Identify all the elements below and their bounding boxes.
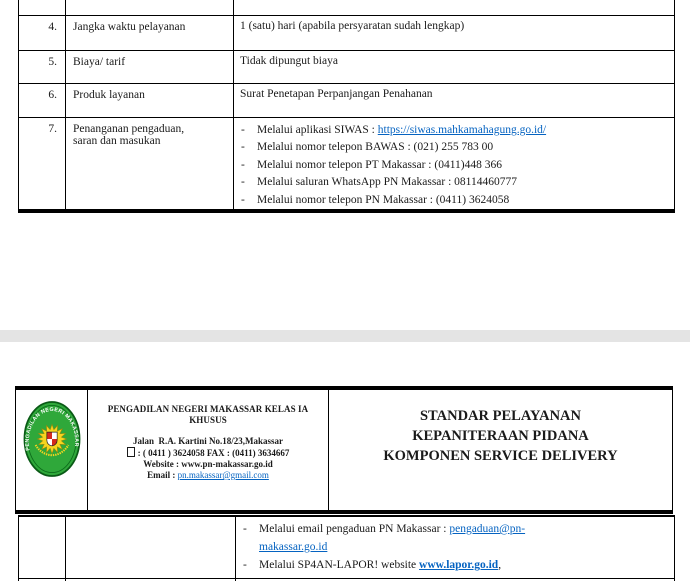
table-row-cutoff bbox=[19, 0, 675, 16]
row-content: 1 (satu) hari (apabila persyaratan sudah lengkap) bbox=[234, 16, 675, 51]
list-item-text: Melalui nomor telepon BAWAS : (021) 255 783 00 bbox=[257, 141, 494, 154]
row-number: 7. bbox=[19, 118, 66, 212]
list-item bbox=[240, 157, 666, 174]
row-cutoff-content bbox=[234, 0, 675, 16]
page-separator bbox=[0, 330, 690, 342]
row-content: Tidak dipungut biaya bbox=[234, 51, 675, 84]
letterhead-table bbox=[15, 386, 673, 514]
email-label: Email : bbox=[147, 470, 178, 480]
table-row-4 bbox=[19, 16, 675, 51]
pengaduan-email-link[interactable]: pengaduan@pn- makassar.go.id bbox=[259, 523, 526, 553]
court-info-cell bbox=[88, 388, 329, 512]
row-content bbox=[236, 516, 675, 579]
court-seal-text: PENGADILAN NEGERI MAKASSAR bbox=[24, 406, 79, 452]
list-item bbox=[240, 139, 666, 156]
list-item bbox=[240, 122, 666, 139]
email-link[interactable]: pn.makassar@gmail.com bbox=[177, 470, 269, 480]
table-row-7 bbox=[19, 118, 675, 212]
list-item-text: Melalui SP4AN-LAPOR! website bbox=[259, 559, 420, 571]
row-number: 6. bbox=[19, 84, 66, 118]
list-item bbox=[240, 174, 666, 191]
complaint-channel-list bbox=[234, 118, 675, 212]
address-line: Jalan R.A. Kartini No.18/23,Makassar bbox=[132, 436, 283, 446]
court-name: PENGADILAN NEGERI MAKASSAR KELAS IA KHUSUS bbox=[107, 404, 309, 425]
row-content: Surat Penetapan Perpanjangan Penahanan bbox=[234, 84, 675, 118]
phone-text: : ( 0411 ) 3624058 FAX : (0411) 3634667 bbox=[137, 448, 290, 458]
dash-marker: - bbox=[243, 523, 247, 535]
list-item-text: Melalui nomor telepon PN Makassar : (0411) 3624058 bbox=[257, 193, 510, 206]
dash-marker: - bbox=[241, 193, 245, 206]
row-number: 5. bbox=[19, 51, 66, 84]
phone-line bbox=[89, 447, 327, 459]
dash-marker: - bbox=[241, 176, 245, 189]
row-label bbox=[66, 516, 236, 579]
row-number bbox=[19, 516, 66, 579]
row-label: Jangka waktu pelayanan bbox=[66, 16, 234, 51]
logo-cell bbox=[16, 388, 88, 512]
dash-marker: - bbox=[241, 124, 245, 136]
table-row bbox=[19, 516, 675, 579]
list-item-suffix: , bbox=[498, 559, 502, 571]
table-row-6 bbox=[19, 84, 675, 118]
siwas-link[interactable]: https://siwas.mahkamahagung.go.id/ bbox=[377, 124, 547, 136]
email-line bbox=[89, 470, 327, 481]
document-title-cell bbox=[329, 388, 673, 512]
row-cutoff-label bbox=[66, 0, 234, 16]
lapor-link[interactable]: www.lapor.go.id bbox=[419, 559, 499, 571]
document-title-line: KOMPONEN SERVICE DELIVERY bbox=[383, 448, 618, 464]
row-label: Biaya/ tarif bbox=[66, 51, 234, 84]
continuation-table-clip bbox=[18, 515, 676, 581]
table-row-5 bbox=[19, 51, 675, 84]
row-label: Produk layanan bbox=[66, 84, 234, 118]
row-number: 4. bbox=[19, 16, 66, 51]
document-title-line: KEPANITERAAN PIDANA bbox=[412, 428, 589, 444]
document-title-line: STANDAR PELAYANAN bbox=[419, 408, 581, 424]
list-item bbox=[242, 520, 666, 556]
dash-marker: - bbox=[241, 141, 245, 154]
phone-missing-glyph-icon bbox=[127, 447, 135, 457]
list-item-text: Melalui aplikasi SIWAS : bbox=[257, 124, 378, 136]
row-label: Penanganan pengaduan, saran dan masukan bbox=[66, 118, 234, 212]
list-item bbox=[240, 192, 666, 209]
dash-marker: - bbox=[243, 559, 247, 571]
row-cutoff-number bbox=[19, 0, 66, 16]
list-item bbox=[242, 556, 666, 574]
letterhead-row bbox=[16, 388, 673, 512]
service-standard-table bbox=[18, 0, 675, 213]
dash-marker: - bbox=[241, 158, 245, 171]
website-line: Website : www.pn-makassar.go.id bbox=[143, 459, 273, 469]
list-item-text: Melalui nomor telepon PT Makassar : (0411)448 366 bbox=[257, 158, 502, 171]
list-item-text: Melalui saluran WhatsApp PN Makassar : 08114460777 bbox=[257, 176, 517, 189]
list-item-text: Melalui email pengaduan PN Makassar : bbox=[259, 523, 450, 535]
continuation-table bbox=[18, 515, 675, 581]
court-seal-logo bbox=[21, 397, 83, 481]
